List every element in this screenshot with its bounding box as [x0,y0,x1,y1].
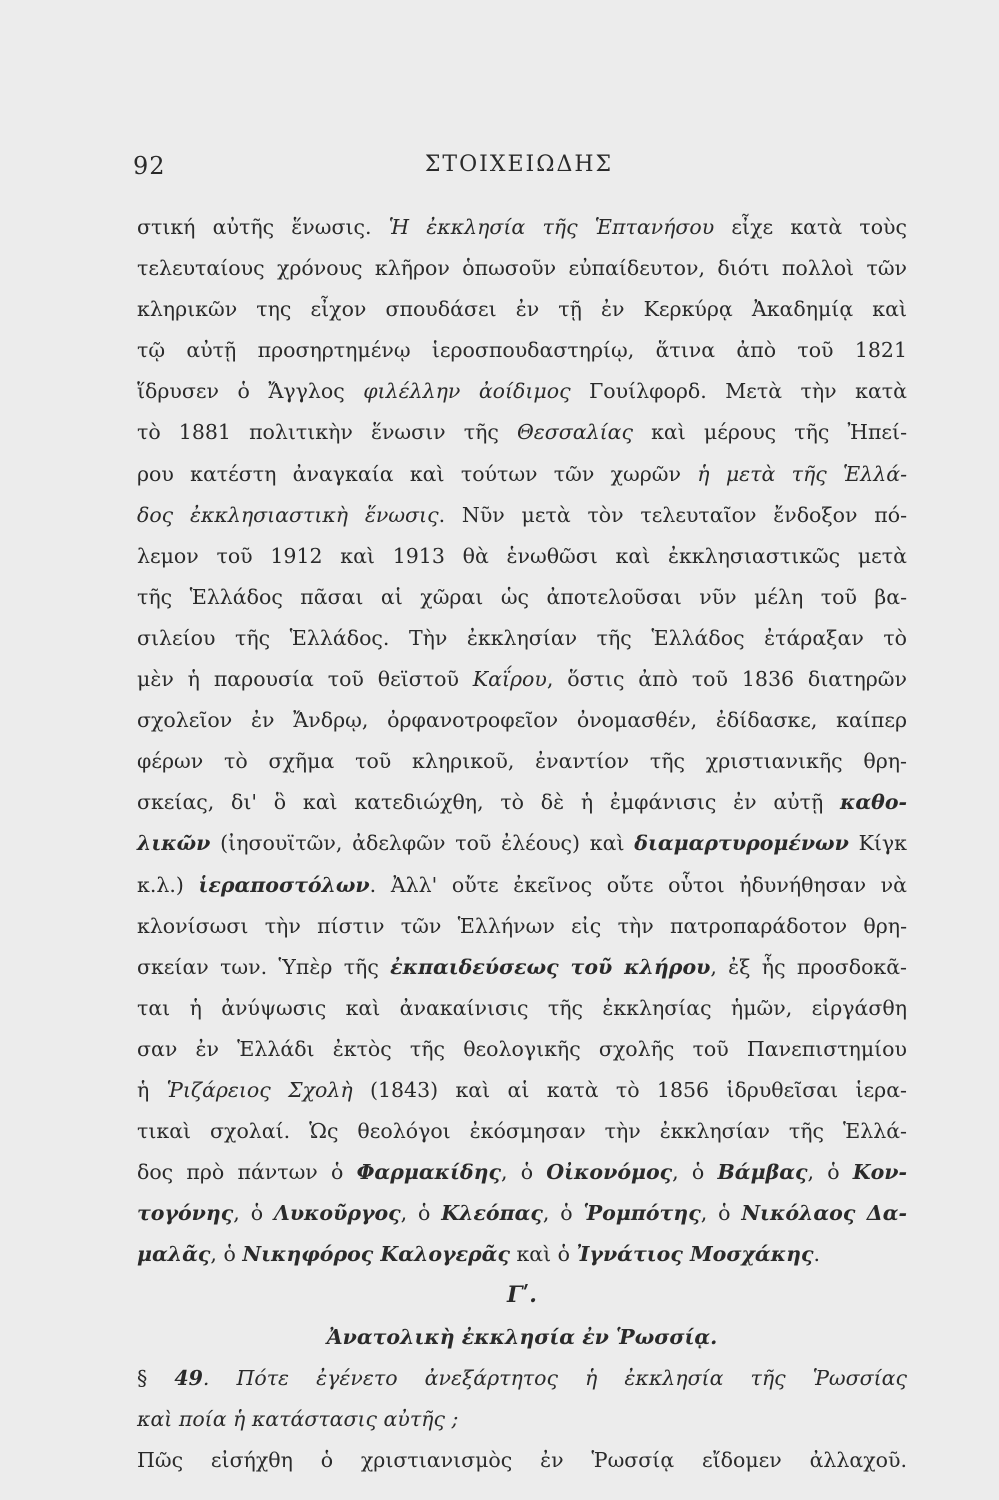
text-segment: κ.λ.) [137,872,199,897]
question-line [137,1358,907,1399]
text-segment: , ὁ [233,1201,274,1226]
text-segment: ἡ [137,1077,167,1102]
text-segment: ἐκπαιδεύσεως τοῦ κλήρου [390,954,711,979]
text-segment: τῆς Ἑλλάδος πᾶσαι αἱ χῶραι ὡς ἀποτελοῦσαι νῦν μέλη τοῦ βα- [137,584,907,609]
text-segment: , ὁ [400,1201,442,1226]
text-segment: Κίγκ [848,831,907,856]
text-segment: Πῶς εἰσήχθη ὁ χριστιανισμὸς ἐν Ῥωσσίᾳ εἴδομεν ἀλλαχοῦ. [137,1447,907,1472]
text-segment: σιλείου τῆς Ἑλλάδος. Τὴν ἐκκλησίαν τῆς Ἑλλάδος ἐτάραξαν τὸ [137,625,907,650]
text-segment: Θεσσαλίας [516,420,633,445]
question-line [137,1399,907,1440]
text-segment: κλονίσωσι τὴν πίστιν τῶν Ἑλλήνων εἰς τὴν πατροπαράδοτον θρη- [137,913,907,938]
page-header [133,152,905,192]
text-line [137,248,907,289]
text-segment: (1843) καὶ αἱ κατὰ τὸ 1856 ἱδρυθεῖσαι ἱερα- [352,1077,907,1102]
text-segment: φέρων τὸ σχῆμα τοῦ κληρικοῦ, ἐναντίον τῆς χριστιανικῆς θρη- [137,749,907,774]
paragraph [137,207,907,1275]
text-segment: , ἐξ ἧς προσδοκᾶ- [710,954,907,979]
page-number: 92 [133,152,166,180]
text-segment: , ὁ [700,1201,742,1226]
text-line [137,536,907,577]
body-text [137,207,907,1481]
text-line [137,289,907,330]
text-segment: Νικόλαος Δα- [741,1201,907,1226]
text-line [137,1152,907,1193]
text-segment: Λυκοῦργος [273,1201,401,1226]
text-line [137,823,907,864]
question-line [137,1440,907,1481]
text-segment: δος πρὸ πάντων ὁ [137,1160,357,1185]
text-line [137,330,907,371]
text-segment: § [137,1365,175,1390]
text-segment: Κον- [852,1160,907,1185]
text-segment: ἱεραποστόλων [198,872,370,897]
section-title: Ἀνατολικὴ ἐκκλησία ἐν Ῥωσσίᾳ. [326,1324,718,1349]
text-line [137,1111,907,1152]
text-line [137,700,907,741]
text-line [137,865,907,906]
text-segment: μὲν ἡ παρουσία τοῦ θεϊστοῦ [137,667,473,692]
text-segment: Νικηφόρος Καλογερᾶς [242,1242,510,1267]
text-segment: διαμαρτυρομένων [634,831,849,856]
text-segment: Κλεόπας [441,1201,543,1226]
section-letter: Γʹ. [507,1282,537,1309]
text-segment: Ῥομπότης [583,1201,701,1226]
text-segment: ἡ μετὰ τῆς Ἑλλά- [697,461,907,486]
text-line [137,454,907,495]
text-line [137,495,907,536]
text-segment: . Νῦν μετὰ τὸν τελευταῖον ἔνδοξον πό- [438,502,908,527]
text-segment: τῷ αὐτῇ προσηρτημένῳ ἱεροσπουδαστηρίῳ, ἅτινα ἀπὸ τοῦ 1821 [137,338,907,363]
text-segment: . Ἀλλ' οὔτε ἐκεῖνος οὔτε οὗτοι ἠδυνήθησαν νὰ [369,872,907,897]
text-segment: τογόνης [137,1201,234,1226]
text-segment: . [813,1242,820,1267]
text-line [137,741,907,782]
text-segment: ται ἡ ἀνύψωσις καὶ ἀνακαίνισις τῆς ἐκκλησίας ἡμῶν, εἰργάσθη [137,995,907,1020]
text-segment: , ὁ [672,1160,718,1185]
text-segment: . Πότε ἐγένετο ἀνεξάρτητος ἡ ἐκκλησία τῆς Ῥωσσίας [202,1365,907,1390]
text-segment: Γουίλφορδ. Μετὰ τὴν κατὰ [570,379,907,404]
text-line [137,207,907,248]
text-line [137,1029,907,1070]
text-segment: σκείαν των. Ὑπὲρ τῆς [137,954,391,979]
text-segment: Καΐρου [472,667,547,692]
text-segment: , ὁ [807,1160,853,1185]
text-segment: κληρικῶν της εἶχον σπουδάσει ἐν τῇ ἐν Κερκύρᾳ Ἀκαδημίᾳ καὶ [137,297,907,322]
text-segment: τὸ 1881 πολιτικὴν ἕνωσιν τῆς [137,420,517,445]
text-segment: στική αὐτῆς ἕνωσις. [137,215,389,239]
text-segment: φιλέλλην ἀοίδιμος [363,379,571,404]
text-segment: καθο- [840,790,907,815]
text-line [137,577,907,618]
text-segment: σαν ἐν Ἑλλάδι ἐκτὸς τῆς θεολογικῆς σχολῆς τοῦ Πανεπιστημίου [137,1036,907,1061]
text-line [137,618,907,659]
text-segment: Ἰγνάτιος Μοσχάκης [576,1242,814,1267]
text-segment: εἶχε κατὰ τοὺς [714,215,907,239]
text-segment: , ὁ [210,1242,243,1267]
text-segment: (ἰησουϊτῶν, ἀδελφῶν τοῦ ἐλέους) καὶ [210,831,635,856]
text-segment: ἵδρυσεν ὁ Ἄγγλος [137,379,364,404]
text-line [137,659,907,700]
text-segment: ρου κατέστη ἀναγκαία καὶ τούτων τῶν χωρῶν [137,461,698,486]
text-segment: σκείας, δι' ὃ καὶ κατεδιώχθη, τὸ δὲ ἡ ἐμφάνισις ἐν αὐτῇ [137,790,840,815]
text-segment: 49 [174,1365,203,1390]
text-line [137,1193,907,1234]
text-segment: σχολεῖον ἐν Ἄνδρῳ, ὀρφανοτροφεῖον ὀνομασθέν, ἐδίδασκε, καίπερ [137,708,907,733]
text-segment: λεμον τοῦ 1912 καὶ 1913 θὰ ἑνωθῶσι καὶ ἐκκλησιαστικῶς μετὰ [137,543,907,568]
text-segment: τελευταίους χρόνους κλῆρον ὁπωσοῦν εὐπαίδευτον, διότι πολλοὶ τῶν [137,256,907,281]
text-segment: τικαὶ σχολαί. Ὡς θεολόγοι ἐκόσμησαν τὴν ἐκκλησίαν τῆς Ἑλλά- [137,1119,907,1144]
text-segment: Οἰκονόμος [546,1160,673,1185]
text-line [137,1070,907,1111]
text-segment: καὶ ὁ [509,1242,577,1267]
text-segment: Βάμβας [717,1160,808,1185]
text-segment: Φαρμακίδης [356,1160,501,1185]
text-line [137,906,907,947]
text-segment: , ὅστις ἀπὸ τοῦ 1836 διατηρῶν [546,667,907,692]
text-segment: καὶ μέρους τῆς Ἠπεί- [632,420,907,445]
text-line [137,947,907,988]
text-line [137,412,907,453]
text-line [137,371,907,412]
text-segment: μαλᾶς [137,1242,211,1267]
text-line [137,1234,907,1275]
question-block [137,1358,907,1481]
text-line [137,782,907,823]
text-line [137,988,907,1029]
text-segment: , ὁ [500,1160,547,1185]
text-segment: δος ἐκκλησιαστικὴ ἕνωσις [137,502,439,527]
running-title: ΣΤΟΙΧΕΙΩΔΗΣ [424,152,614,177]
text-segment: Ῥιζάρειος Σχολὴ [166,1077,353,1102]
text-segment: , ὁ [542,1201,584,1226]
text-segment: Ἡ ἐκκλησία τῆς Ἑπτανήσου [388,215,715,239]
text-segment: καὶ ποία ἡ κατάστασις αὐτῆς ; [137,1406,459,1431]
text-segment: λικῶν [137,831,211,856]
